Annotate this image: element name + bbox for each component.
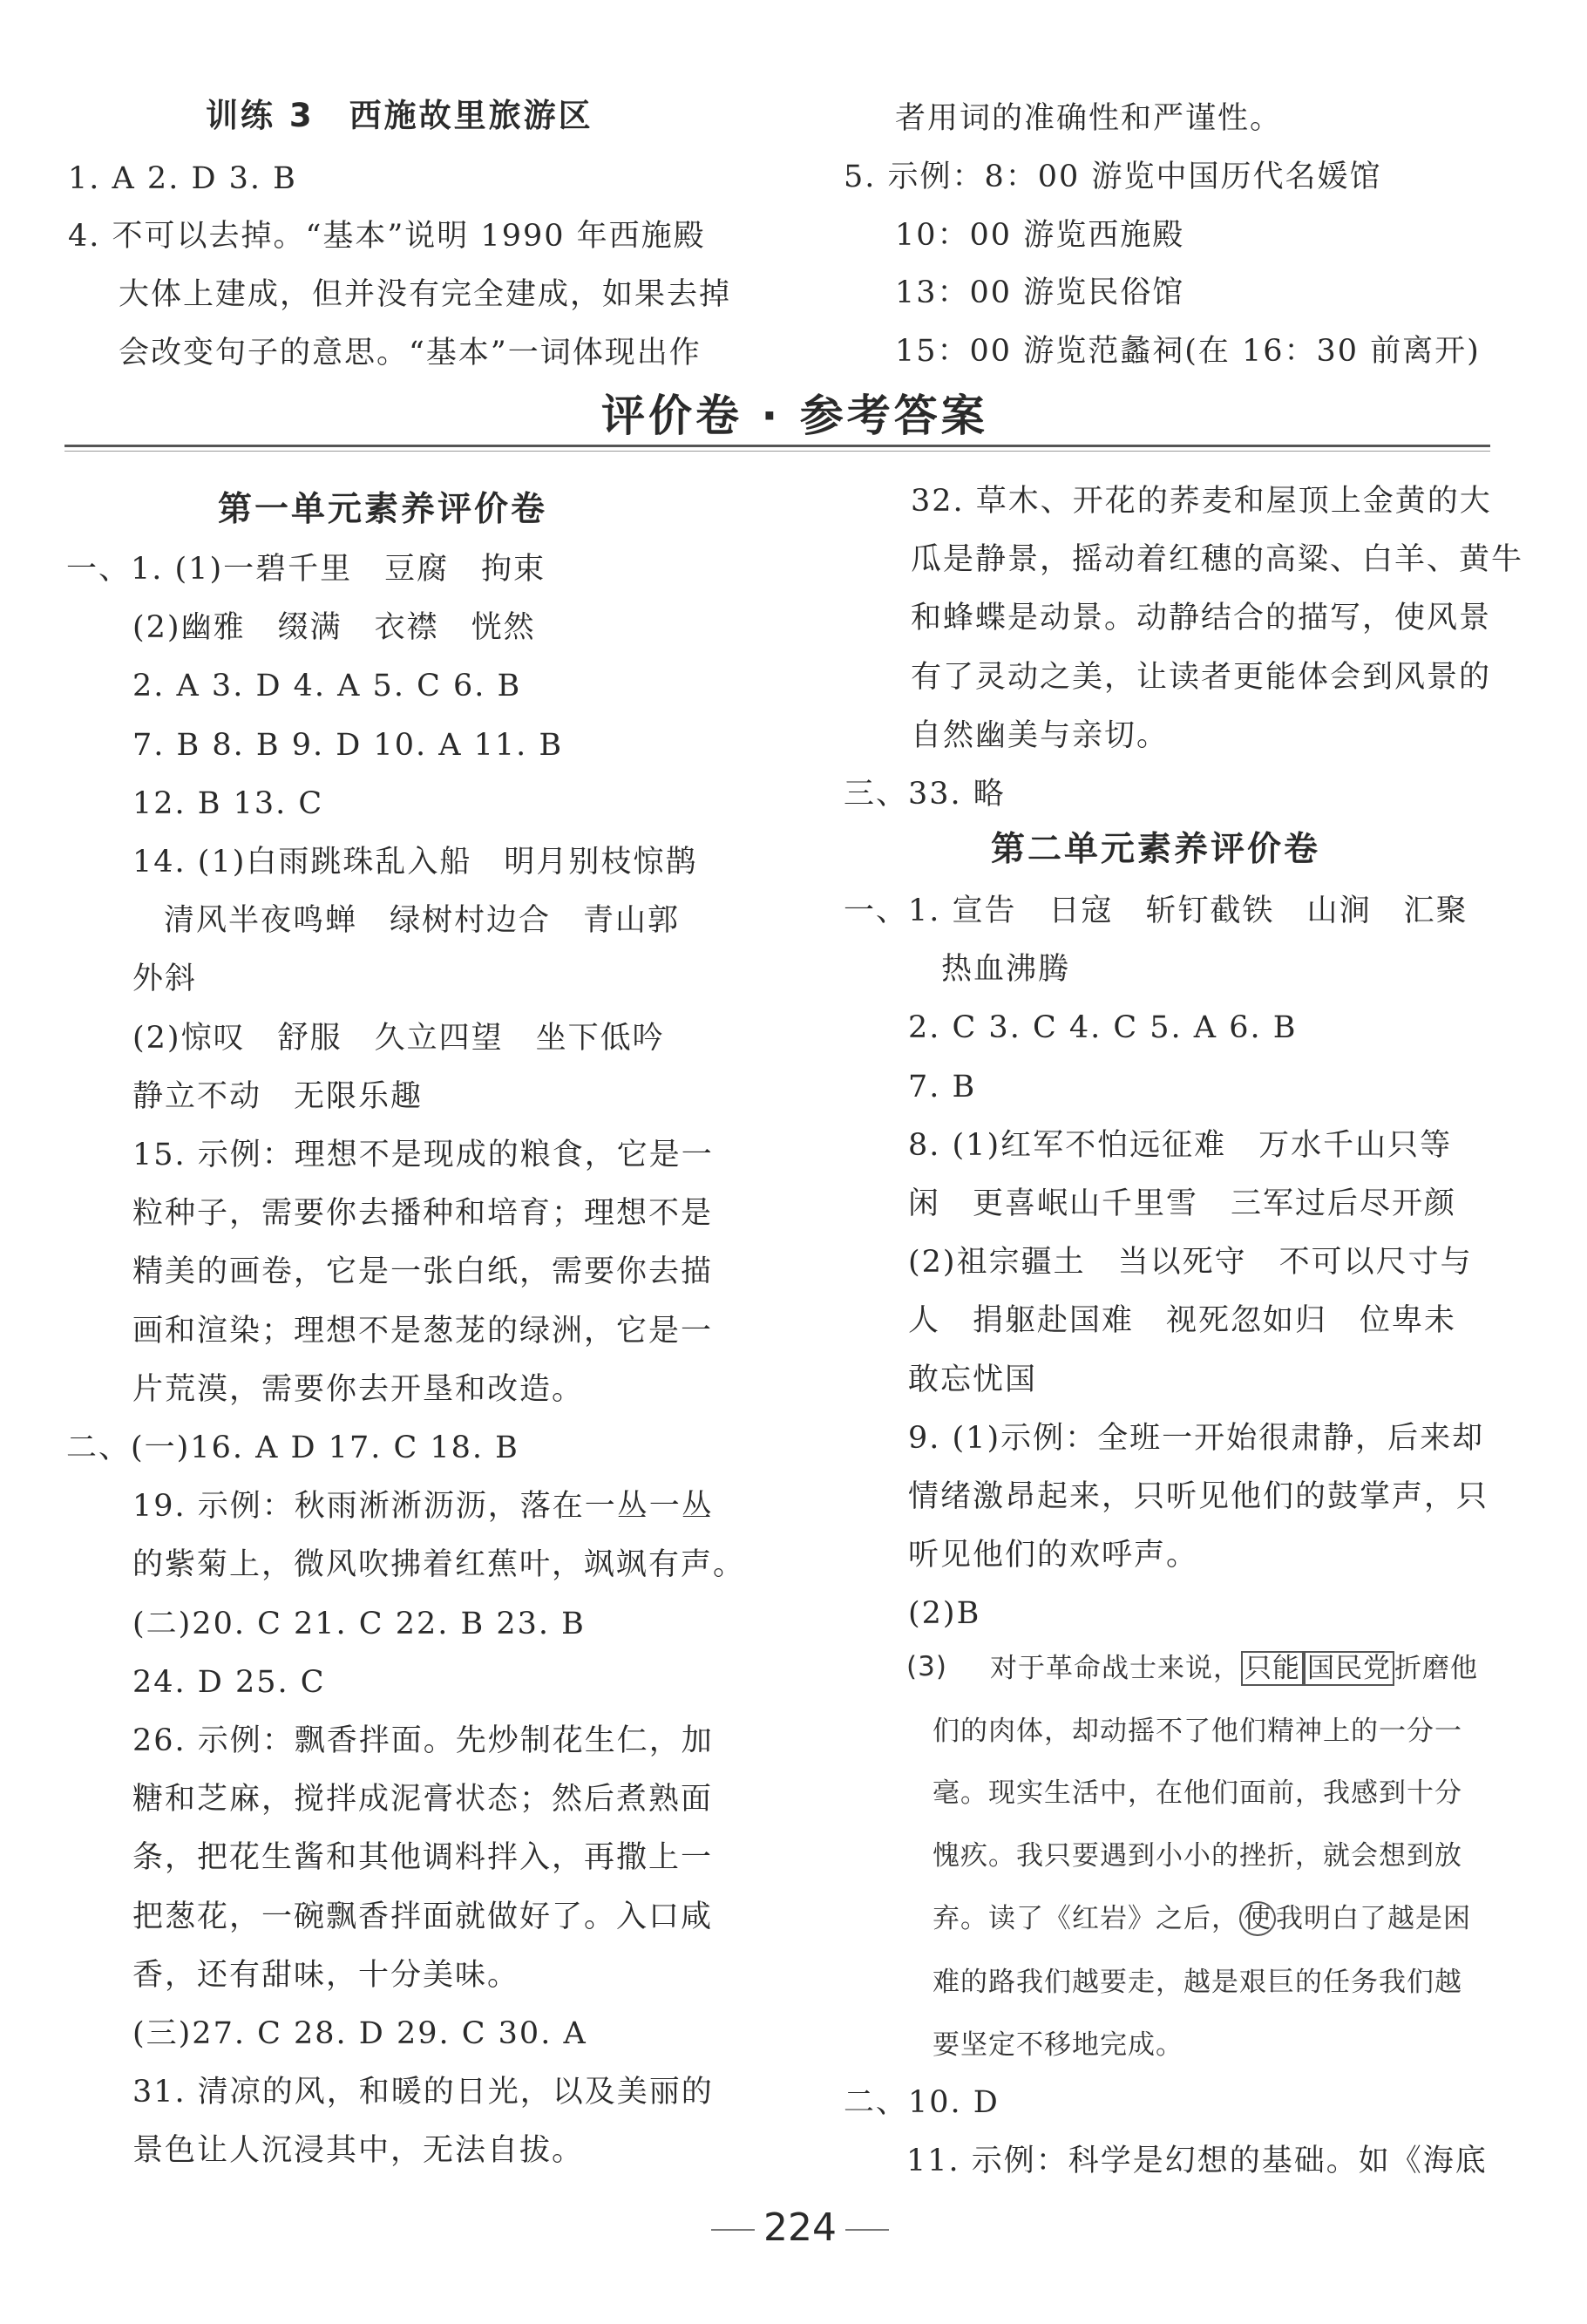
answer-line: 一、1. 宣告 日寇 斩钉截铁 山涧 汇聚 xyxy=(844,894,1468,928)
answer-line: 有了灵动之美，让读者更能体会到风景的 xyxy=(911,659,1492,695)
answer-line: 听见他们的欢呼声。 xyxy=(908,1538,1199,1573)
answer-line: 粒种子，需要你去播种和培育；理想不是 xyxy=(132,1196,714,1232)
answer-line: 2. A 3. D 4. A 5. C 6. B xyxy=(132,669,522,704)
answer-line: 4. 不可以去掉。“基本”说明 1990 年西施殿 xyxy=(68,219,706,254)
answer-line: 8. (1)红军不怕远征难 万水千山只等 xyxy=(908,1127,1453,1163)
answer-line: 10：00 游览西施殿 xyxy=(895,218,1185,253)
answer-line: (2)祖宗疆土 当以死守 不可以尺寸与 xyxy=(908,1245,1473,1281)
answer-line: 1. A 2. D 3. B xyxy=(68,161,297,196)
answer-handwritten-line: 毫。现实生活中，在他们面前，我感到十分 xyxy=(933,1777,1462,1809)
answer-line: 画和渲染；理想不是葱茏的绿洲，它是一 xyxy=(132,1313,714,1349)
answer-handwritten-line: 难的路我们越要走，越是艰巨的任务我们越 xyxy=(933,1967,1462,1998)
answer-handwritten-line: 愧疚。我只要遇到小小的挫折，就会想到放 xyxy=(933,1840,1462,1872)
unit-title: 第一单元素养评价卷 xyxy=(218,490,548,529)
answer-line: 静立不动 无限乐趣 xyxy=(132,1078,424,1114)
answer-line: 人 捐躯赴国难 视死忽如归 位卑未 xyxy=(908,1303,1457,1339)
answer-line: 把葱花，一碗飘香拌面就做好了。入口咸 xyxy=(132,1899,714,1934)
answer-handwritten-line xyxy=(933,1903,1471,1934)
answer-line: 11. 示例：科学是幻想的基础。如《海底 xyxy=(906,2144,1488,2178)
answer-line: 外斜 xyxy=(132,962,198,997)
answer-line: 26. 示例：飘香拌面。先炒制花生仁，加 xyxy=(132,1723,714,1758)
boxed-mark: 国民党 xyxy=(1304,1651,1394,1686)
hand-text: 我明白了越是困 xyxy=(1276,1903,1471,1934)
answer-line: 瓜是静景，摇动着红穗的高粱、白羊、黄牛 xyxy=(911,542,1524,578)
answer-line: 香，还有甜味，十分美味。 xyxy=(132,1957,520,1993)
section-divider-thin xyxy=(64,451,1490,452)
answer-line: (2)惊叹 舒服 久立四望 坐下低吟 xyxy=(132,1020,665,1056)
answer-line: 和蜂蝶是动景。动静结合的描写，使风景 xyxy=(911,601,1492,636)
answer-line: (2)B xyxy=(908,1596,981,1632)
answer-line: 清风半夜鸣蝉 绿树村边合 青山郭 xyxy=(164,903,681,939)
section-divider xyxy=(64,445,1490,447)
answer-line: (二)20. C 21. C 22. B 23. B xyxy=(132,1606,586,1641)
answer-line: 三、33. 略 xyxy=(844,777,1006,812)
answer-line: 19. 示例：秋雨淅淅沥沥，落在一丛一丛 xyxy=(132,1489,714,1525)
answer-line: 热血沸腾 xyxy=(941,952,1071,988)
answer-line: 9. (1)示例：全班一开始很肃静，后来却 xyxy=(908,1420,1485,1456)
page-number xyxy=(702,2206,898,2250)
answer-line: 一、1. (1)一碧千里 豆腐 拘束 xyxy=(66,552,546,587)
answer-handwritten-line xyxy=(990,1653,1478,1684)
answer-line: 14. (1)白雨跳珠乱入船 明月别枝惊鹊 xyxy=(132,845,698,880)
page-number-text: 224 xyxy=(763,2205,837,2250)
answer-handwritten-line: 们的肉体，却动摇不了他们精神上的一分一 xyxy=(933,1716,1462,1747)
section-title: 评价卷 · 参考答案 xyxy=(601,391,988,441)
answer-line: 自然幽美与亲切。 xyxy=(911,717,1170,753)
answer-line: 13：00 游览民俗馆 xyxy=(895,275,1185,310)
answer-line: 二、(一)16. A D 17. C 18. B xyxy=(66,1430,519,1465)
answer-line: (三)27. C 28. D 29. C 30. A xyxy=(132,2016,587,2051)
answer-line: 2. C 3. C 4. C 5. A 6. B xyxy=(908,1010,1298,1046)
training-heading: 训练 3 西施故里旅游区 xyxy=(206,97,593,134)
answer-line: 31. 清凉的风，和暖的日光，以及美丽的 xyxy=(132,2075,714,2110)
hand-text: 对于革命战士来说， xyxy=(990,1653,1241,1684)
hand-text: 弃。读了《红岩》之后， xyxy=(933,1903,1239,1934)
answer-line: 会改变句子的意思。“基本”一词体现出作 xyxy=(119,336,702,370)
answer-line: 大体上建成，但并没有完全建成，如果去掉 xyxy=(119,277,732,312)
answer-line: 15. 示例：理想不是现成的粮食，它是一 xyxy=(132,1138,714,1172)
answer-line: 二、10. D xyxy=(844,2085,1000,2120)
answer-line: 的紫菊上，微风吹拂着红蕉叶，飒飒有声。 xyxy=(132,1547,746,1583)
footer-dash xyxy=(711,2229,755,2231)
answer-line: 24. D 25. C xyxy=(132,1664,326,1700)
answer-line: 情绪激昂起来，只听见他们的鼓掌声，只 xyxy=(908,1479,1489,1514)
answer-line: 条，把花生酱和其他调料拌入，再撒上一 xyxy=(132,1840,714,1876)
answer-line: 者用词的准确性和严谨性。 xyxy=(895,101,1283,136)
answer-line: 闲 更喜岷山千里雪 三军过后尽开颜 xyxy=(908,1186,1457,1221)
answer-line: 5. 示例：8：00 游览中国历代名媛馆 xyxy=(844,160,1382,194)
answer-line: 敢忘忧国 xyxy=(908,1362,1038,1397)
boxed-mark: 只能 xyxy=(1241,1651,1304,1686)
unit-title: 第二单元素养评价卷 xyxy=(991,830,1321,869)
answer-line: 12. B 13. C xyxy=(132,785,324,821)
answer-line: 32. 草木、开花的荞麦和屋顶上金黄的大 xyxy=(911,484,1492,519)
circled-mark: 使 xyxy=(1239,1901,1276,1936)
answer-line: 景色让人沉浸其中，无法自拔。 xyxy=(132,2133,585,2169)
answer-line: (2)幽雅 缀满 衣襟 恍然 xyxy=(132,610,536,646)
answer-line: 7. B 8. B 9. D 10. A 11. B xyxy=(132,727,564,763)
answer-label: (3) xyxy=(906,1651,947,1682)
answer-line: 糖和芝麻，搅拌成泥膏状态；然后煮熟面 xyxy=(132,1782,714,1818)
hand-text: 折磨他 xyxy=(1394,1653,1478,1684)
footer-dash xyxy=(845,2229,889,2231)
answer-line: 精美的画卷，它是一张白纸，需要你去描 xyxy=(132,1254,714,1290)
answer-line: 片荒漠，需要你去开垦和改造。 xyxy=(132,1371,585,1407)
answer-handwritten-line: 要坚定不移地完成。 xyxy=(933,2029,1183,2061)
answer-line: 7. B xyxy=(908,1069,977,1104)
answer-line: 15：00 游览范蠡祠(在 16：30 前离开) xyxy=(895,334,1481,369)
